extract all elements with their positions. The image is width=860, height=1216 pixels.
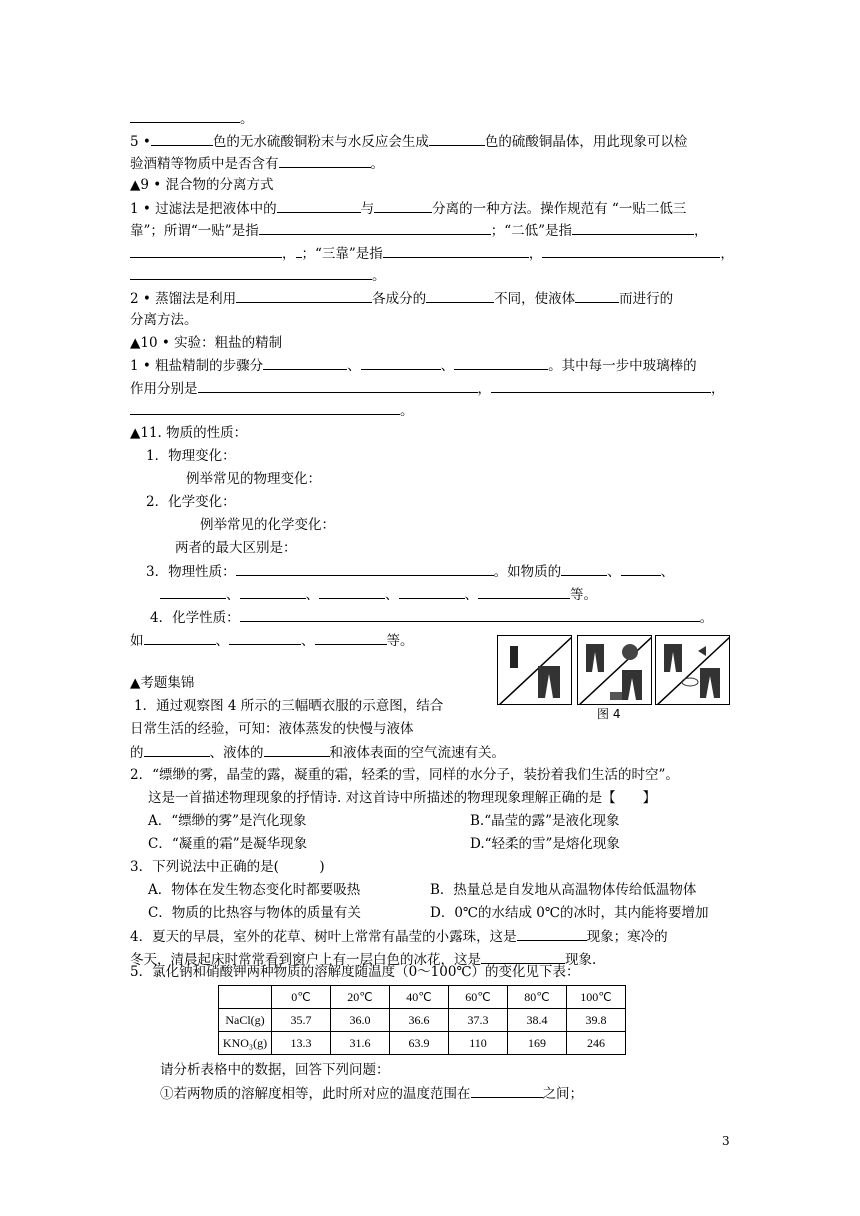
line-distillation-1: 2 • 蒸馏法是利用 各成分的 不同，使液体 而进行的 — [130, 288, 732, 309]
question-3-option-b: B．热量总是自发地从高温物体传给低温物体 — [430, 882, 697, 898]
line-blank-end: 。 — [130, 108, 732, 129]
question-1-line-2: 日常生活的经验，可知：液体蒸发的快慢与液体 — [130, 721, 414, 737]
line-chemical-change: 2．化学变化： — [146, 494, 236, 510]
question-3-option-a: A．物体在发生物态变化时都要吸热 — [148, 882, 361, 898]
line-chemical-property: 4．化学性质： 。 — [150, 607, 732, 628]
line-physical-change: 1．物理变化： — [146, 448, 236, 464]
line-copper-sulfate-2: 验酒精等物质中是否含有 。 — [130, 153, 732, 174]
table-row — [219, 1009, 626, 1032]
question-5-part-1: ①若两物质的溶解度相等，此时所对应的温度范围在 之间； — [160, 1083, 732, 1104]
question-3-option-c: C．物质的比热容与物体的质量有关 — [148, 905, 361, 921]
line-chemical-property-2: 如 、 、 等。 — [130, 630, 732, 651]
question-2-option-c: C．“凝重的霜”是凝华现象 — [148, 836, 308, 852]
table-cell: 31.6 — [331, 1032, 390, 1055]
table-cell: NaCl(g) — [219, 1009, 272, 1032]
question-2-line-2: 这是一首描述物理现象的抒情诗. 对这首诗中所描述的物理现象理解正确的是【 】 — [148, 790, 657, 806]
line-filtration-2: 靠”；所谓“一贴”是指 ；“二低”是指 ， — [130, 220, 732, 241]
table-cell: 36.0 — [331, 1009, 390, 1032]
line-chemical-example: 例举常见的化学变化： — [200, 517, 335, 533]
table-cell: 39.8 — [567, 1009, 626, 1032]
table-header-cell: 80℃ — [508, 986, 567, 1009]
table-cell: 63.9 — [390, 1032, 449, 1055]
question-1-line-1: 1．通过观察图 4 所示的三幅晒衣服的示意图，结合 — [134, 698, 444, 714]
figure-panel-1 — [497, 635, 572, 705]
line-distillation-2: 分离方法。 — [130, 312, 198, 328]
table-header-cell: 0℃ — [272, 986, 331, 1009]
line-difference: 两者的最大区别是： — [175, 540, 297, 556]
question-2-option-a: A．“缥缈的雾”是汽化现象 — [148, 813, 307, 829]
figure-panel-2 — [577, 635, 652, 705]
line-salt-1: 1 • 粗盐精制的步骤分 、 、 。其中每一步中玻璃棒的 — [130, 355, 732, 376]
line-physical-example: 例举常见的物理变化： — [186, 471, 321, 487]
table-cell: 246 — [567, 1032, 626, 1055]
question-4-line-1: 4．夏天的早晨，室外的花草、树叶上常常有晶莹的小露珠，这是 现象；寒冷的 — [130, 926, 732, 947]
line-physical-property-2: 、 、 、 、 等。 — [160, 584, 732, 605]
line-salt-3: 。 — [130, 400, 732, 421]
heading-salt-refining: ▲10 • 实验：粗盐的精制 — [130, 335, 283, 351]
question-2-option-d: D.“轻柔的雪”是熔化现象 — [470, 836, 620, 852]
table-header-cell: 60℃ — [449, 986, 508, 1009]
question-2-line-1: 2．“缥缈的雾，晶莹的露，凝重的霜，轻柔的雪，同样的水分子，装扮着我们生活的时空”。 — [130, 767, 679, 783]
line-physical-property-1: 3．物理性质： 。如物质的 、 、 — [146, 561, 732, 582]
table-header-row — [219, 986, 626, 1009]
question-3: 3．下列说法中正确的是( ) — [130, 859, 325, 875]
table-cell: 37.3 — [449, 1009, 508, 1032]
table-cell: 35.7 — [272, 1009, 331, 1032]
question-1-line-3: 的 、液体的 和液体表面的空气流速有关。 — [130, 742, 732, 763]
line-copper-sulfate: 5 • 色的无水硫酸铜粉末与水反应会生成 色的硫酸铜晶体，用此现象可以检 — [130, 131, 732, 152]
table-cell: 169 — [508, 1032, 567, 1055]
table-cell: KNO₃(g) — [219, 1032, 272, 1055]
question-5-instruction: 请分析表格中的数据，回答下列问题： — [160, 1062, 390, 1078]
table-header-cell: 40℃ — [390, 986, 449, 1009]
table-row — [219, 1032, 626, 1055]
question-5: 5．氯化钠和硝酸钾两种物质的溶解度随温度（0～100℃）的变化见下表： — [130, 964, 580, 980]
table-cell: 110 — [449, 1032, 508, 1055]
line-filtration-4: 。 — [130, 265, 732, 286]
page-number: 3 — [722, 1134, 730, 1148]
line-filtration-3: ， ；“三靠”是指 ， ， — [130, 243, 732, 264]
line-salt-2: 作用分别是 ， ， — [130, 378, 732, 399]
table-cell: 38.4 — [508, 1009, 567, 1032]
solubility-table — [218, 985, 626, 1055]
line-filtration-1: 1 • 过滤法是把液体中的 与 分离的一种方法。操作规范有 “一贴二低三 — [130, 198, 732, 219]
heading-exam-questions: ▲考题集锦 — [130, 675, 195, 691]
question-4-line-2: 冬天，清晨起床时常常看到窗户上有一层白色的冰花，这是 现象. — [130, 949, 732, 970]
heading-separation: ▲9 • 混合物的分离方式 — [130, 177, 274, 193]
question-2-option-b: B.“晶莹的露”是液化现象 — [470, 813, 620, 829]
figure-panel-3 — [655, 635, 730, 705]
table-header-cell: 100℃ — [567, 986, 626, 1009]
table-cell: 13.3 — [272, 1032, 331, 1055]
table-header-cell — [219, 986, 272, 1009]
table-header-cell: 20℃ — [331, 986, 390, 1009]
table-cell: 36.6 — [390, 1009, 449, 1032]
figure-caption: 图 4 — [597, 707, 621, 721]
question-3-option-d: D．0℃的水结成 0℃的冰时，其内能将要增加 — [430, 905, 709, 921]
heading-properties: ▲11. 物质的性质： — [130, 425, 248, 441]
